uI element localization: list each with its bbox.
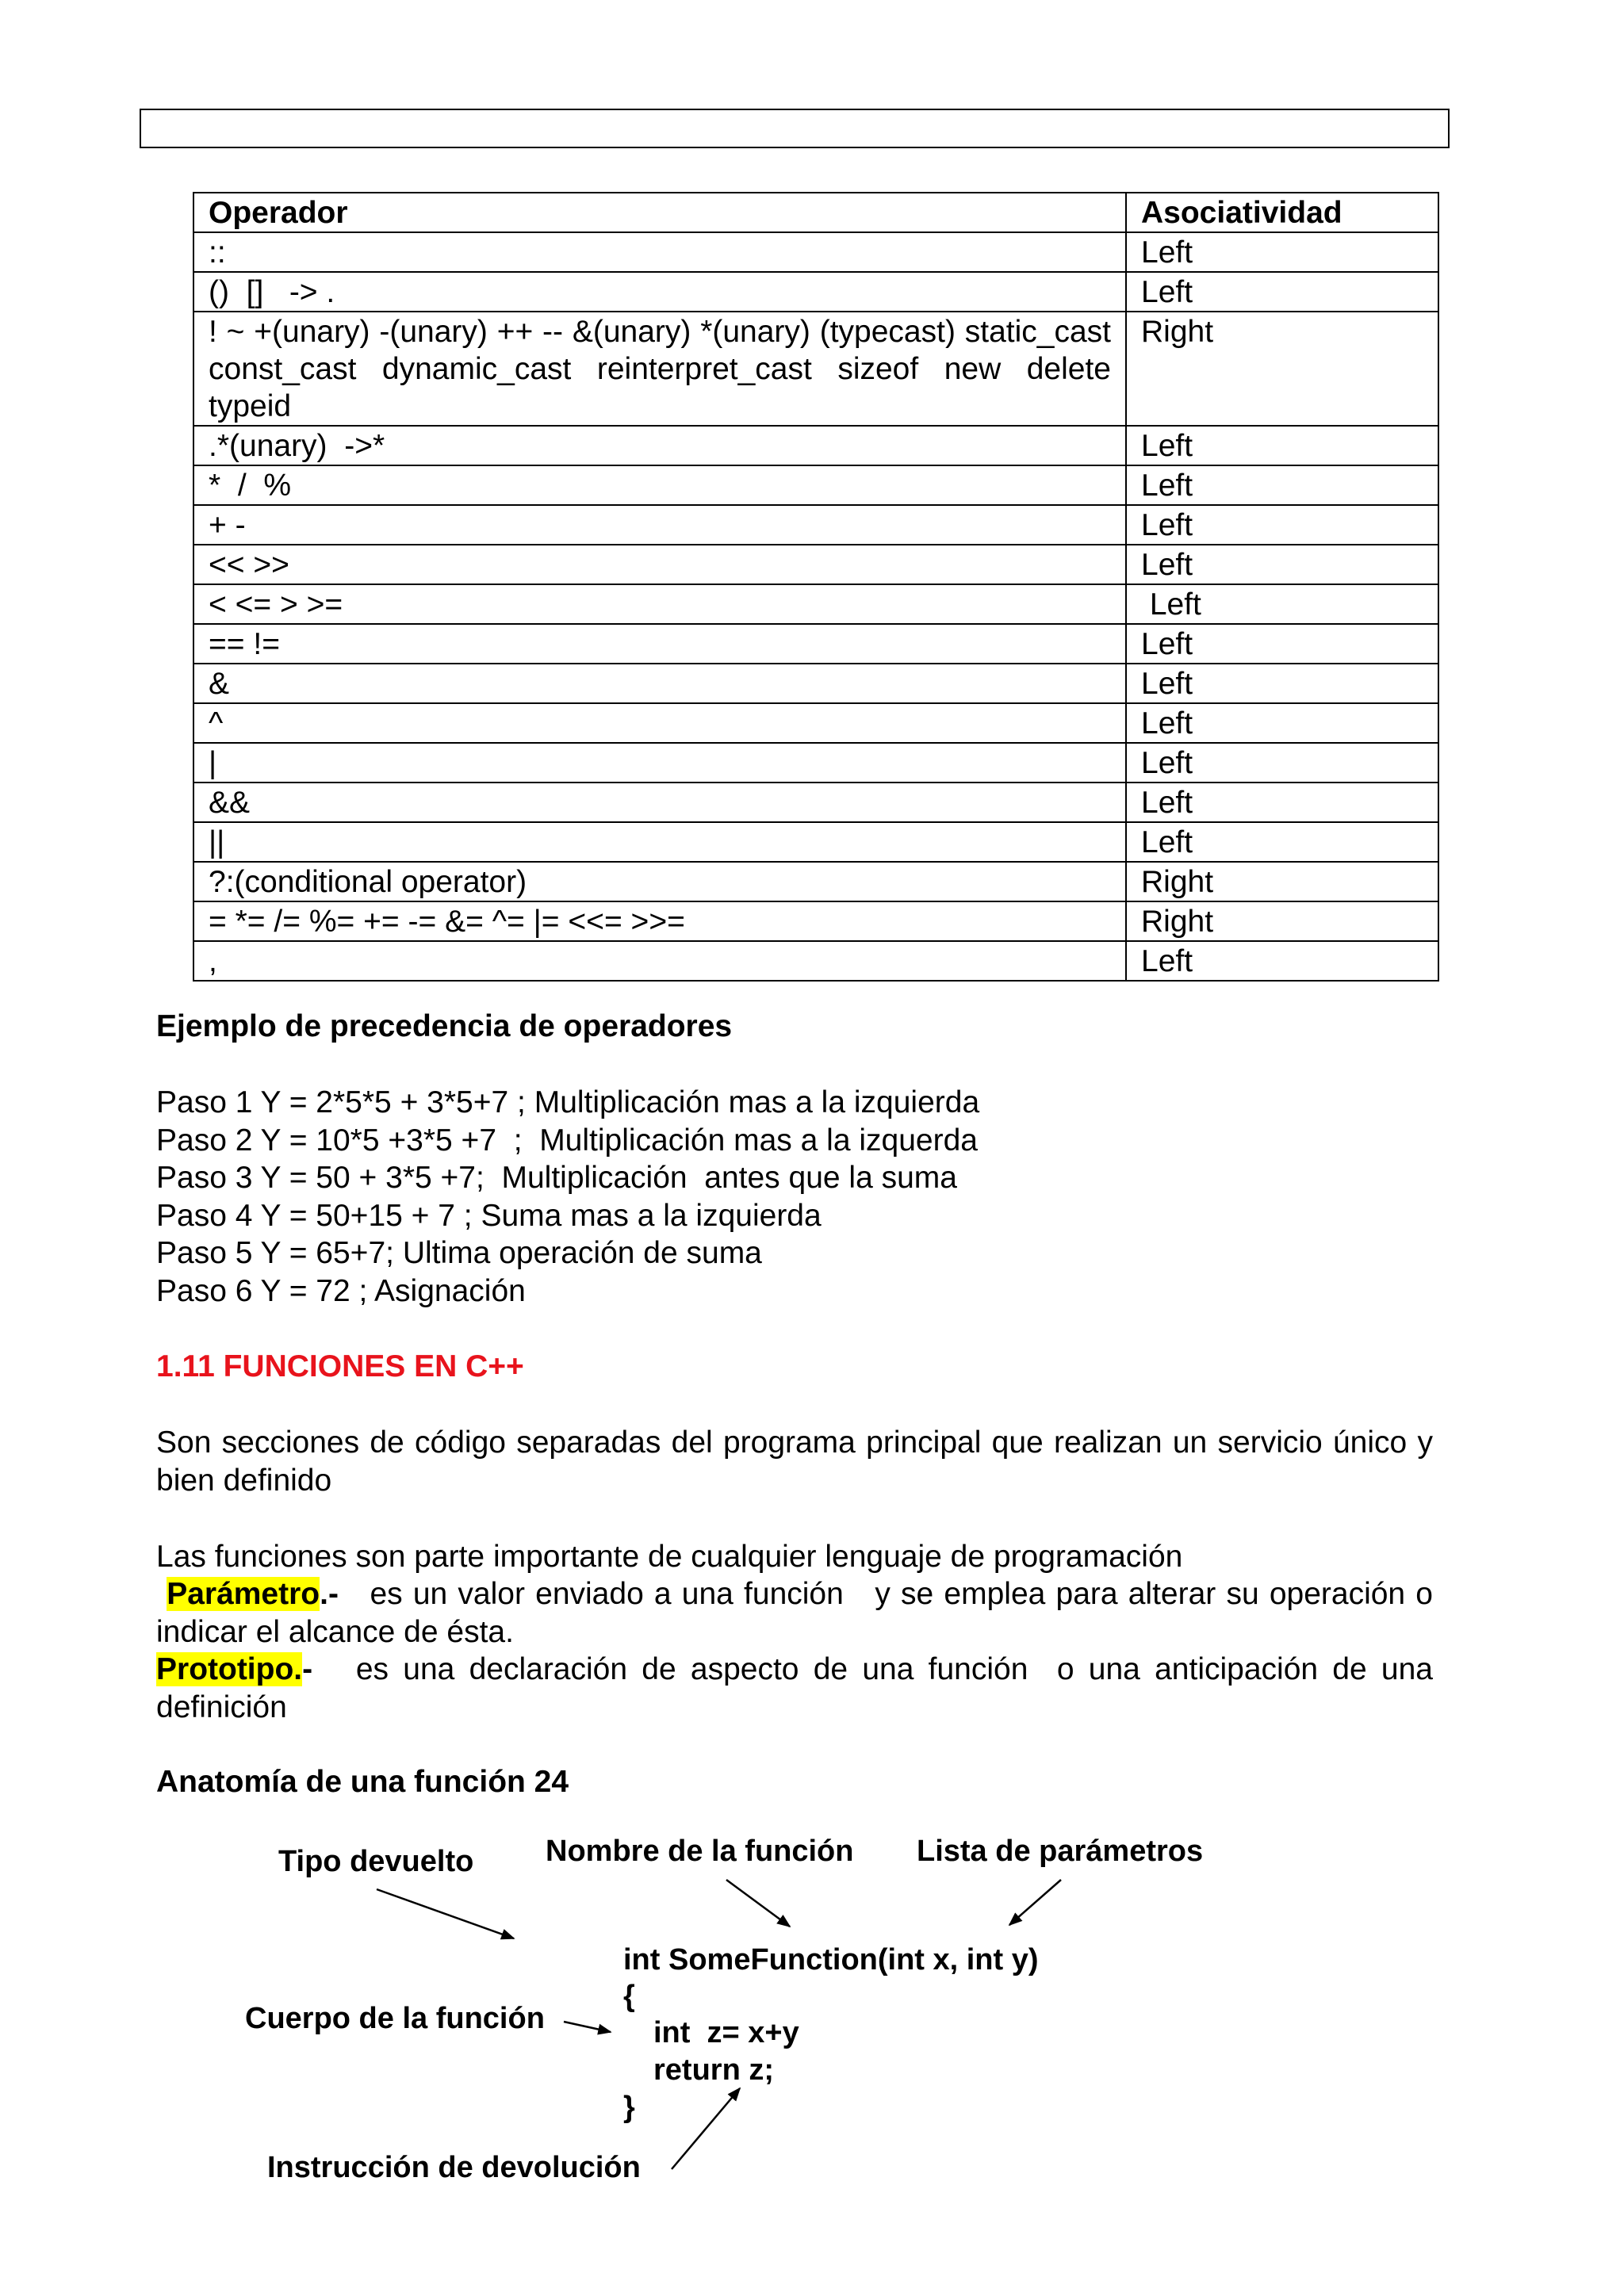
assoc-cell: Left bbox=[1126, 743, 1438, 783]
arrow-function-body bbox=[564, 2022, 611, 2032]
code-open-brace: { bbox=[623, 1980, 635, 2013]
assoc-cell: Left bbox=[1126, 664, 1438, 703]
prototype-term: Prototipo. bbox=[156, 1652, 303, 1686]
operator-cell: ?:(conditional operator) bbox=[193, 862, 1126, 901]
assoc-cell: Left bbox=[1126, 232, 1438, 272]
assoc-cell: Right bbox=[1126, 312, 1438, 426]
assoc-cell: Left bbox=[1126, 703, 1438, 743]
assoc-cell: Left bbox=[1126, 426, 1438, 465]
label-return-statement: Instrucción de devolución bbox=[267, 2151, 641, 2184]
prototype-text: es una declaración de aspecto de una función o una anticipación de una definición bbox=[156, 1652, 1442, 1724]
operator-cell: == != bbox=[193, 624, 1126, 664]
assoc-cell: Left bbox=[1126, 783, 1438, 822]
operator-cell: :: bbox=[193, 232, 1126, 272]
code-return: return z; bbox=[653, 2053, 774, 2087]
header-asociatividad: Asociatividad bbox=[1126, 193, 1438, 232]
operator-cell: ^ bbox=[193, 703, 1126, 743]
assoc-cell: Left bbox=[1126, 941, 1438, 981]
example-step: Paso 5 Y = 65+7; Ultima operación de suma bbox=[156, 1236, 762, 1270]
operator-cell: & bbox=[193, 664, 1126, 703]
operator-cell: * / % bbox=[193, 465, 1126, 505]
operator-cell: () [] -> . bbox=[193, 272, 1126, 312]
operator-cell: | bbox=[193, 743, 1126, 783]
operator-cell: + - bbox=[193, 505, 1126, 545]
operator-cell: << >> bbox=[193, 545, 1126, 584]
example-step: Paso 1 Y = 2*5*5 + 3*5+7 ; Multiplicación mas a la izquierda bbox=[156, 1085, 980, 1119]
code-close-brace: } bbox=[623, 2091, 635, 2124]
assoc-cell: Left bbox=[1126, 505, 1438, 545]
arrow-function-name bbox=[726, 1880, 790, 1927]
operator-cell: , bbox=[193, 941, 1126, 981]
assoc-cell: Left bbox=[1126, 465, 1438, 505]
parameter-term: Parámetro bbox=[167, 1577, 320, 1611]
operator-cell: = *= /= %= += -= &= ^= |= <<= >>= bbox=[193, 901, 1126, 941]
example-step: Paso 6 Y = 72 ; Asignación bbox=[156, 1273, 526, 1308]
operator-cell: ! ~ +(unary) -(unary) ++ -- &(unary) *(unary) (typecast) static_cast const_cast dynamic_cast reinterpret_cast sizeof new delete typeid bbox=[193, 312, 1126, 426]
arrow-parameter-list bbox=[1009, 1880, 1061, 1925]
operator-cell: .*(unary) ->* bbox=[193, 426, 1126, 465]
operator-cell: && bbox=[193, 783, 1126, 822]
assoc-cell: Left bbox=[1126, 822, 1438, 862]
arrow-return-statement bbox=[672, 2088, 740, 2169]
parameter-text: es un valor enviado a una función y se emplea para alterar su operación o indicar el alcance de ésta. bbox=[156, 1577, 1442, 1649]
operator-cell: < <= > >= bbox=[193, 584, 1126, 624]
section-title: 1.11 FUNCIONES EN C++ bbox=[156, 1349, 524, 1383]
assoc-cell: Left bbox=[1126, 545, 1438, 584]
anatomy-title: Anatomía de una función 24 bbox=[156, 1765, 569, 1799]
section-line1: Las funciones son parte importante de cualquier lenguaje de programación bbox=[156, 1540, 1183, 1574]
operator-cell: || bbox=[193, 822, 1126, 862]
code-assignment: int z= x+y bbox=[653, 2016, 799, 2049]
code-signature: int SomeFunction(int x, int y) bbox=[623, 1943, 1039, 1976]
assoc-cell: Left bbox=[1126, 584, 1438, 624]
example-step: Paso 4 Y = 50+15 + 7 ; Suma mas a la izquierda bbox=[156, 1198, 822, 1233]
label-return-type: Tipo devuelto bbox=[278, 1845, 474, 1878]
example-step: Paso 2 Y = 10*5 +3*5 +7 ; Multiplicación mas a la izquerda bbox=[156, 1123, 978, 1158]
label-function-name: Nombre de la función bbox=[546, 1835, 854, 1868]
parameter-separator: .- bbox=[320, 1577, 339, 1611]
section-intro: Son secciones de código separadas del programa principal que realizan un servicio único y bien definido bbox=[156, 1425, 1433, 1498]
example-title: Ejemplo de precedencia de operadores bbox=[156, 1009, 733, 1043]
arrow-return-type bbox=[377, 1889, 514, 1938]
header-operador: Operador bbox=[193, 193, 1126, 232]
prototype-separator: - bbox=[302, 1652, 313, 1686]
assoc-cell: Left bbox=[1126, 624, 1438, 664]
example-step: Paso 3 Y = 50 + 3*5 +7; Multiplicación antes que la suma bbox=[156, 1161, 957, 1195]
assoc-cell: Left bbox=[1126, 272, 1438, 312]
assoc-cell: Right bbox=[1126, 901, 1438, 941]
label-function-body: Cuerpo de la función bbox=[245, 2002, 545, 2035]
assoc-cell: Right bbox=[1126, 862, 1438, 901]
label-parameter-list: Lista de parámetros bbox=[917, 1835, 1204, 1868]
